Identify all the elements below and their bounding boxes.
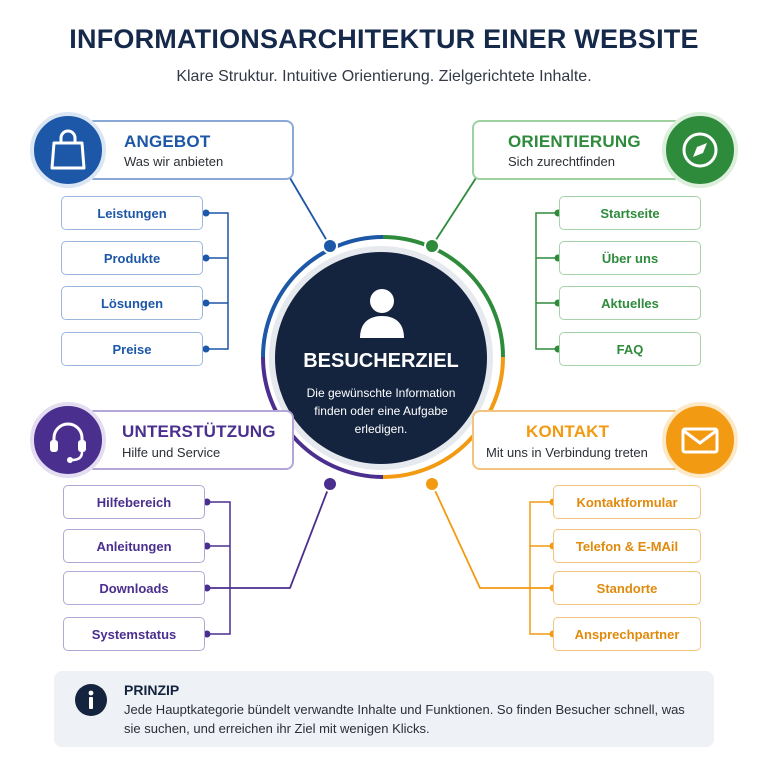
compass-icon bbox=[662, 112, 738, 188]
item-aktuelles[interactable]: Aktuelles bbox=[559, 286, 701, 320]
page-title: INFORMATIONSARCHITEKTUR EINER WEBSITE bbox=[69, 24, 699, 54]
category-orientierung-title: ORIENTIERUNG bbox=[508, 132, 641, 151]
category-angebot-title: ANGEBOT bbox=[124, 132, 211, 151]
item-downloads[interactable]: Downloads bbox=[63, 571, 205, 605]
item-produkte[interactable]: Produkte bbox=[61, 241, 203, 275]
tree-kontakt bbox=[530, 502, 553, 634]
spoke-kontakt bbox=[432, 484, 553, 588]
spoke-orientierung bbox=[432, 178, 476, 246]
spoke-angebot bbox=[290, 178, 330, 246]
category-orientierung-subtitle: Sich zurechtfinden bbox=[508, 154, 615, 169]
item-faq[interactable]: FAQ bbox=[559, 332, 701, 366]
node-unterstuetzung bbox=[323, 477, 337, 491]
item-telefon-email[interactable]: Telefon & E-MAil bbox=[553, 529, 701, 563]
item-startseite[interactable]: Startseite bbox=[559, 196, 701, 230]
category-unterstuetzung-title: UNTERSTÜTZUNG bbox=[122, 422, 276, 441]
page-subtitle: Klare Struktur. Intuitive Orientierung. Zielgerichtete Inhalte. bbox=[176, 68, 592, 85]
center-text: Die gewünschte Information finden oder eine Aufgabe erledigen. bbox=[306, 386, 456, 436]
item-anleitungen[interactable]: Anleitungen bbox=[63, 529, 205, 563]
node-kontakt bbox=[425, 477, 439, 491]
item-systemstatus[interactable]: Systemstatus bbox=[63, 617, 205, 651]
node-orientierung bbox=[425, 239, 439, 253]
item-hilfebereich[interactable]: Hilfebereich bbox=[63, 485, 205, 519]
shopping-bag-icon bbox=[30, 112, 106, 188]
item-loesungen[interactable]: Lösungen bbox=[61, 286, 203, 320]
item-leistungen[interactable]: Leistungen bbox=[61, 196, 203, 230]
tree-unterstuetzung bbox=[207, 502, 230, 634]
node-angebot bbox=[323, 239, 337, 253]
item-ueber-uns[interactable]: Über uns bbox=[559, 241, 701, 275]
spoke-unterstuetzung bbox=[207, 484, 330, 588]
principle-text: Jede Hauptkategorie bündelt verwandte Inhalte und Funktionen. So finden Besucher schnell, was sie suchen, und erreichen ihr Ziel mit wenigen Klicks. bbox=[124, 702, 685, 736]
envelope-icon bbox=[662, 402, 738, 478]
user-icon bbox=[357, 286, 407, 340]
item-kontaktformular[interactable]: Kontaktformular bbox=[553, 485, 701, 519]
item-ansprechpartner[interactable]: Ansprechpartner bbox=[553, 617, 701, 651]
tree-orientierung bbox=[536, 213, 558, 349]
category-angebot-subtitle: Was wir anbieten bbox=[124, 154, 224, 169]
info-icon bbox=[74, 683, 108, 717]
category-kontakt-title: KONTAKT bbox=[526, 422, 610, 441]
center-title: BESUCHERZIEL bbox=[303, 350, 459, 372]
principle-title: PRINZIP bbox=[124, 682, 180, 698]
item-preise[interactable]: Preise bbox=[61, 332, 203, 366]
headset-icon bbox=[30, 402, 106, 478]
item-standorte[interactable]: Standorte bbox=[553, 571, 701, 605]
tree-angebot bbox=[206, 213, 228, 349]
category-unterstuetzung-subtitle: Hilfe und Service bbox=[122, 445, 221, 460]
category-kontakt-subtitle: Mit uns in Verbindung treten bbox=[486, 445, 648, 460]
